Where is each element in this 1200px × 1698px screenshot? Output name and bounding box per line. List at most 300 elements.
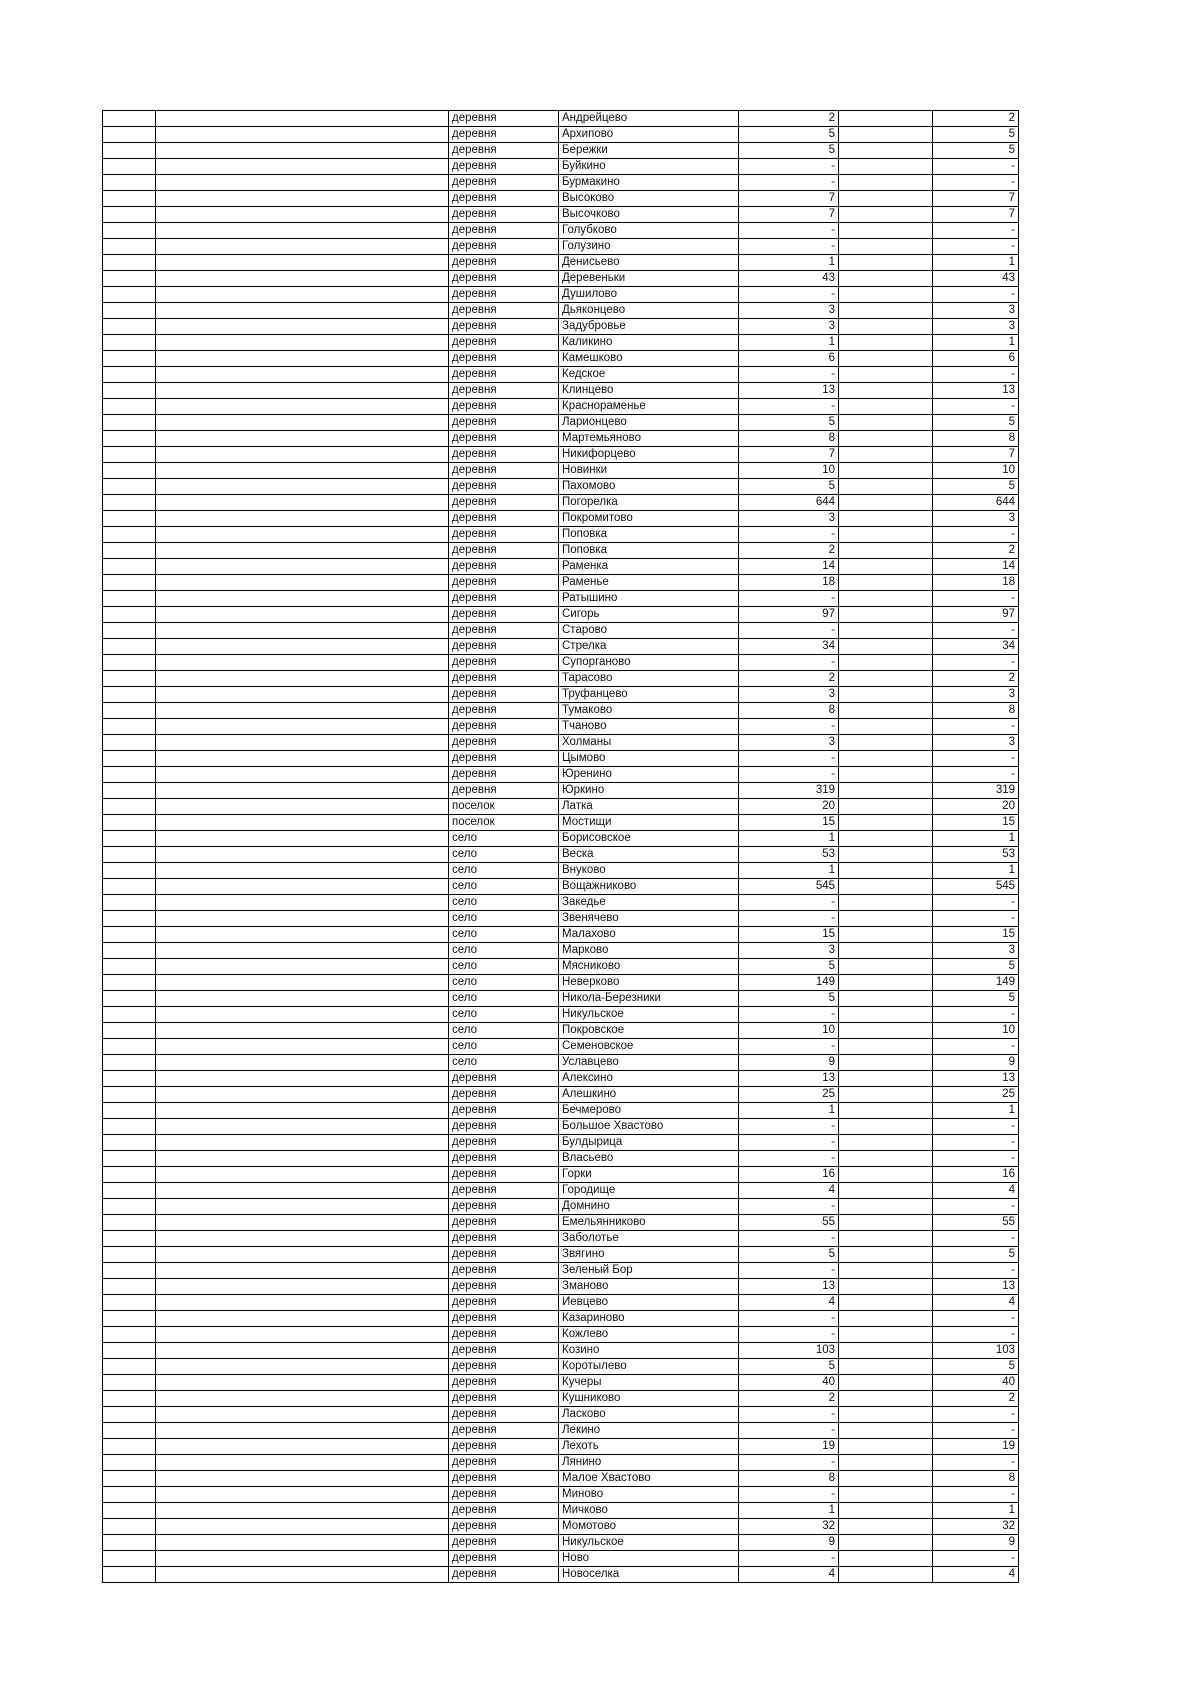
empty-cell [103,223,156,239]
total-cell: - [933,1231,1019,1247]
total-cell: - [933,591,1019,607]
empty-cell [103,127,156,143]
empty-cell [839,1183,933,1199]
count-cell: - [739,367,839,383]
settlement-type-cell: деревня [449,175,559,191]
empty-cell [839,863,933,879]
settlement-type-cell: деревня [449,1151,559,1167]
empty-cell [103,143,156,159]
total-cell: 10 [933,463,1019,479]
settlement-name-cell: Домнино [559,1199,739,1215]
empty-cell [156,623,449,639]
settlement-name-cell: Поповка [559,527,739,543]
empty-cell [156,735,449,751]
empty-cell [839,639,933,655]
empty-cell [156,495,449,511]
table-row [103,1327,1019,1343]
table-row [103,1167,1019,1183]
settlement-name-cell: Булдырица [559,1135,739,1151]
count-cell: 319 [739,783,839,799]
settlement-name-cell: Кушниково [559,1391,739,1407]
count-cell: - [739,751,839,767]
empty-cell [156,399,449,415]
table-row [103,511,1019,527]
empty-cell [103,1375,156,1391]
empty-cell [839,431,933,447]
settlement-type-cell: деревня [449,1103,559,1119]
total-cell: 3 [933,319,1019,335]
count-cell: 25 [739,1087,839,1103]
total-cell: 15 [933,927,1019,943]
settlement-name-cell: Неверково [559,975,739,991]
empty-cell [156,703,449,719]
total-cell: - [933,623,1019,639]
empty-cell [156,591,449,607]
settlement-type-cell: деревня [449,223,559,239]
settlement-name-cell: Семеновское [559,1039,739,1055]
total-cell: 5 [933,1247,1019,1263]
settlement-type-cell: деревня [449,751,559,767]
total-cell: - [933,1311,1019,1327]
table-row [103,895,1019,911]
settlement-name-cell: Казариново [559,1311,739,1327]
total-cell: 319 [933,783,1019,799]
settlement-name-cell: Звягино [559,1247,739,1263]
empty-cell [839,1407,933,1423]
settlement-type-cell: деревня [449,495,559,511]
total-cell: - [933,655,1019,671]
empty-cell [839,367,933,383]
empty-cell [839,799,933,815]
empty-cell [103,799,156,815]
empty-cell [156,1503,449,1519]
table-row [103,271,1019,287]
empty-cell [839,143,933,159]
empty-cell [103,575,156,591]
empty-cell [839,1055,933,1071]
settlement-name-cell: Камешково [559,351,739,367]
empty-cell [156,1551,449,1567]
empty-cell [839,175,933,191]
table-row [103,1471,1019,1487]
table-row [103,1551,1019,1567]
settlement-name-cell: Задубровье [559,319,739,335]
settlement-name-cell: Покромитово [559,511,739,527]
total-cell: - [933,1487,1019,1503]
empty-cell [156,1231,449,1247]
settlement-type-cell: деревня [449,1375,559,1391]
settlement-type-cell: деревня [449,1471,559,1487]
count-cell: - [739,911,839,927]
count-cell: 5 [739,127,839,143]
empty-cell [839,831,933,847]
empty-cell [839,943,933,959]
total-cell: 40 [933,1375,1019,1391]
empty-cell [103,1471,156,1487]
settlement-type-cell: деревня [449,1087,559,1103]
empty-cell [839,767,933,783]
empty-cell [156,751,449,767]
empty-cell [156,1407,449,1423]
empty-cell [156,1295,449,1311]
settlement-name-cell: Тумаково [559,703,739,719]
empty-cell [156,527,449,543]
settlement-name-cell: Никульское [559,1535,739,1551]
settlement-name-cell: Ласково [559,1407,739,1423]
settlement-type-cell: деревня [449,559,559,575]
total-cell: - [933,287,1019,303]
empty-cell [839,1071,933,1087]
count-cell: 4 [739,1183,839,1199]
total-cell: - [933,1423,1019,1439]
empty-cell [156,1215,449,1231]
count-cell: 6 [739,351,839,367]
settlement-type-cell: село [449,911,559,927]
empty-cell [156,1247,449,1263]
empty-cell [103,111,156,127]
settlement-name-cell: Юркино [559,783,739,799]
empty-cell [103,671,156,687]
table-row [103,143,1019,159]
count-cell: 5 [739,1359,839,1375]
table-row [103,1343,1019,1359]
empty-cell [103,1263,156,1279]
settlement-type-cell: поселок [449,815,559,831]
empty-cell [156,271,449,287]
total-cell: 4 [933,1295,1019,1311]
empty-cell [156,1263,449,1279]
empty-cell [103,1151,156,1167]
settlement-name-cell: Зеленый Бор [559,1263,739,1279]
count-cell: 5 [739,1247,839,1263]
settlement-type-cell: деревня [449,1439,559,1455]
empty-cell [839,959,933,975]
settlement-type-cell: деревня [449,1535,559,1551]
settlement-type-cell: деревня [449,1391,559,1407]
empty-cell [156,847,449,863]
table-row [103,655,1019,671]
table-row [103,1455,1019,1471]
empty-cell [103,1167,156,1183]
empty-cell [103,1055,156,1071]
table-row [103,303,1019,319]
settlement-name-cell: Власьево [559,1151,739,1167]
total-cell: - [933,1407,1019,1423]
empty-cell [839,607,933,623]
table-row [103,479,1019,495]
settlement-type-cell: деревня [449,415,559,431]
settlement-name-cell: Момотово [559,1519,739,1535]
empty-cell [103,1119,156,1135]
settlement-name-cell: Мостищи [559,815,739,831]
table-row [103,623,1019,639]
empty-cell [156,719,449,735]
empty-cell [103,287,156,303]
table-row [103,1375,1019,1391]
total-cell: - [933,1327,1019,1343]
empty-cell [156,383,449,399]
empty-cell [839,159,933,175]
table-row [103,799,1019,815]
table-row [103,751,1019,767]
total-cell: 1 [933,1503,1019,1519]
settlement-type-cell: деревня [449,735,559,751]
count-cell: 15 [739,815,839,831]
table-row [103,1247,1019,1263]
settlement-type-cell: поселок [449,799,559,815]
total-cell: 5 [933,479,1019,495]
settlement-type-cell: деревня [449,159,559,175]
table-row [103,319,1019,335]
settlement-type-cell: деревня [449,1423,559,1439]
empty-cell [839,223,933,239]
table-row [103,1135,1019,1151]
settlement-name-cell: Алешкино [559,1087,739,1103]
empty-cell [839,1263,933,1279]
table-row [103,223,1019,239]
settlement-type-cell: деревня [449,703,559,719]
settlement-name-cell: Козино [559,1343,739,1359]
empty-cell [103,1007,156,1023]
empty-cell [103,607,156,623]
settlement-type-cell: село [449,991,559,1007]
empty-cell [839,1375,933,1391]
empty-cell [156,1007,449,1023]
table-row [103,1359,1019,1375]
settlement-type-cell: деревня [449,1263,559,1279]
count-cell: 149 [739,975,839,991]
settlement-name-cell: Марково [559,943,739,959]
empty-cell [839,735,933,751]
count-cell: - [739,719,839,735]
count-cell: - [739,1487,839,1503]
settlement-name-cell: Архипово [559,127,739,143]
table-row [103,191,1019,207]
settlement-type-cell: деревня [449,1455,559,1471]
total-cell: 4 [933,1183,1019,1199]
settlement-type-cell: деревня [449,623,559,639]
table-row [103,1279,1019,1295]
empty-cell [156,799,449,815]
empty-cell [839,1151,933,1167]
settlement-type-cell: деревня [449,511,559,527]
empty-cell [156,1055,449,1071]
empty-cell [839,1311,933,1327]
settlement-type-cell: деревня [449,1247,559,1263]
table-row [103,415,1019,431]
table-row [103,687,1019,703]
empty-cell [103,239,156,255]
table-row [103,1263,1019,1279]
settlements-table [102,110,1019,1583]
total-cell: 3 [933,687,1019,703]
count-cell: 7 [739,447,839,463]
empty-cell [156,831,449,847]
count-cell: 1 [739,1503,839,1519]
empty-cell [839,1295,933,1311]
empty-cell [839,191,933,207]
empty-cell [156,1567,449,1583]
count-cell: 5 [739,991,839,1007]
empty-cell [839,1103,933,1119]
settlement-type-cell: деревня [449,1199,559,1215]
settlement-name-cell: Тарасово [559,671,739,687]
empty-cell [839,463,933,479]
empty-cell [103,303,156,319]
empty-cell [103,511,156,527]
total-cell: 1 [933,255,1019,271]
total-cell: 13 [933,1071,1019,1087]
count-cell: 1 [739,1103,839,1119]
empty-cell [839,527,933,543]
settlement-name-cell: Душилово [559,287,739,303]
empty-cell [839,383,933,399]
settlement-type-cell: село [449,863,559,879]
empty-cell [103,703,156,719]
empty-cell [839,111,933,127]
count-cell: 10 [739,463,839,479]
table-row [103,495,1019,511]
table-row [103,831,1019,847]
empty-cell [156,767,449,783]
empty-cell [156,943,449,959]
total-cell: 2 [933,671,1019,687]
table-row [103,239,1019,255]
empty-cell [839,1471,933,1487]
empty-cell [839,1359,933,1375]
settlement-name-cell: Краснораменье [559,399,739,415]
empty-cell [156,1071,449,1087]
settlement-type-cell: село [449,895,559,911]
settlement-type-cell: село [449,975,559,991]
empty-cell [156,783,449,799]
table-row [103,447,1019,463]
table-row [103,959,1019,975]
total-cell: - [933,239,1019,255]
table-row [103,575,1019,591]
count-cell: - [739,1455,839,1471]
total-cell: 8 [933,1471,1019,1487]
empty-cell [156,1087,449,1103]
total-cell: 8 [933,703,1019,719]
settlement-type-cell: деревня [449,591,559,607]
empty-cell [103,175,156,191]
empty-cell [156,1279,449,1295]
table-row [103,847,1019,863]
settlement-type-cell: деревня [449,479,559,495]
empty-cell [839,927,933,943]
settlement-type-cell: деревня [449,143,559,159]
count-cell: 13 [739,1071,839,1087]
table-row [103,639,1019,655]
settlement-type-cell: деревня [449,687,559,703]
empty-cell [103,655,156,671]
settlement-name-cell: Кучеры [559,1375,739,1391]
empty-cell [103,767,156,783]
settlement-name-cell: Стрелка [559,639,739,655]
count-cell: 4 [739,1295,839,1311]
settlement-type-cell: деревня [449,335,559,351]
settlement-name-cell: Алексино [559,1071,739,1087]
settlement-name-cell: Никола-Березники [559,991,739,1007]
settlement-name-cell: Пахомово [559,479,739,495]
empty-cell [839,543,933,559]
total-cell: - [933,895,1019,911]
empty-cell [103,1087,156,1103]
settlement-type-cell: село [449,1023,559,1039]
table-row [103,1215,1019,1231]
count-cell: 13 [739,383,839,399]
empty-cell [103,383,156,399]
total-cell: 5 [933,143,1019,159]
empty-cell [839,303,933,319]
table-row [103,1439,1019,1455]
settlement-name-cell: Закедье [559,895,739,911]
count-cell: 8 [739,1471,839,1487]
settlement-type-cell: деревня [449,1071,559,1087]
empty-cell [103,1071,156,1087]
empty-cell [839,1423,933,1439]
total-cell: 6 [933,351,1019,367]
settlement-name-cell: Денисьево [559,255,739,271]
settlement-type-cell: деревня [449,1167,559,1183]
count-cell: 2 [739,543,839,559]
empty-cell [156,335,449,351]
count-cell: 1 [739,255,839,271]
total-cell: 20 [933,799,1019,815]
table-row [103,1039,1019,1055]
empty-cell [839,719,933,735]
empty-cell [839,479,933,495]
table-row [103,383,1019,399]
total-cell: 16 [933,1167,1019,1183]
settlement-name-cell: Малое Хвастово [559,1471,739,1487]
table-row [103,719,1019,735]
total-cell: 13 [933,1279,1019,1295]
empty-cell [103,1279,156,1295]
empty-cell [103,1535,156,1551]
table-row [103,207,1019,223]
settlement-type-cell: деревня [449,1279,559,1295]
total-cell: 43 [933,271,1019,287]
empty-cell [103,1391,156,1407]
count-cell: - [739,175,839,191]
settlement-name-cell: Клинцево [559,383,739,399]
empty-cell [839,495,933,511]
table-row [103,975,1019,991]
empty-cell [156,543,449,559]
total-cell: 1 [933,335,1019,351]
settlement-name-cell: Голузино [559,239,739,255]
empty-cell [156,111,449,127]
empty-cell [839,271,933,287]
settlement-type-cell: деревня [449,1231,559,1247]
settlement-type-cell: деревня [449,191,559,207]
settlement-name-cell: Деревеньки [559,271,739,287]
empty-cell [103,255,156,271]
empty-cell [839,671,933,687]
settlement-type-cell: село [449,959,559,975]
empty-cell [839,127,933,143]
empty-cell [839,1279,933,1295]
empty-cell [103,207,156,223]
empty-cell [103,1247,156,1263]
table-row [103,767,1019,783]
settlement-name-cell: Высоково [559,191,739,207]
empty-cell [839,703,933,719]
empty-cell [839,1503,933,1519]
empty-cell [156,1199,449,1215]
